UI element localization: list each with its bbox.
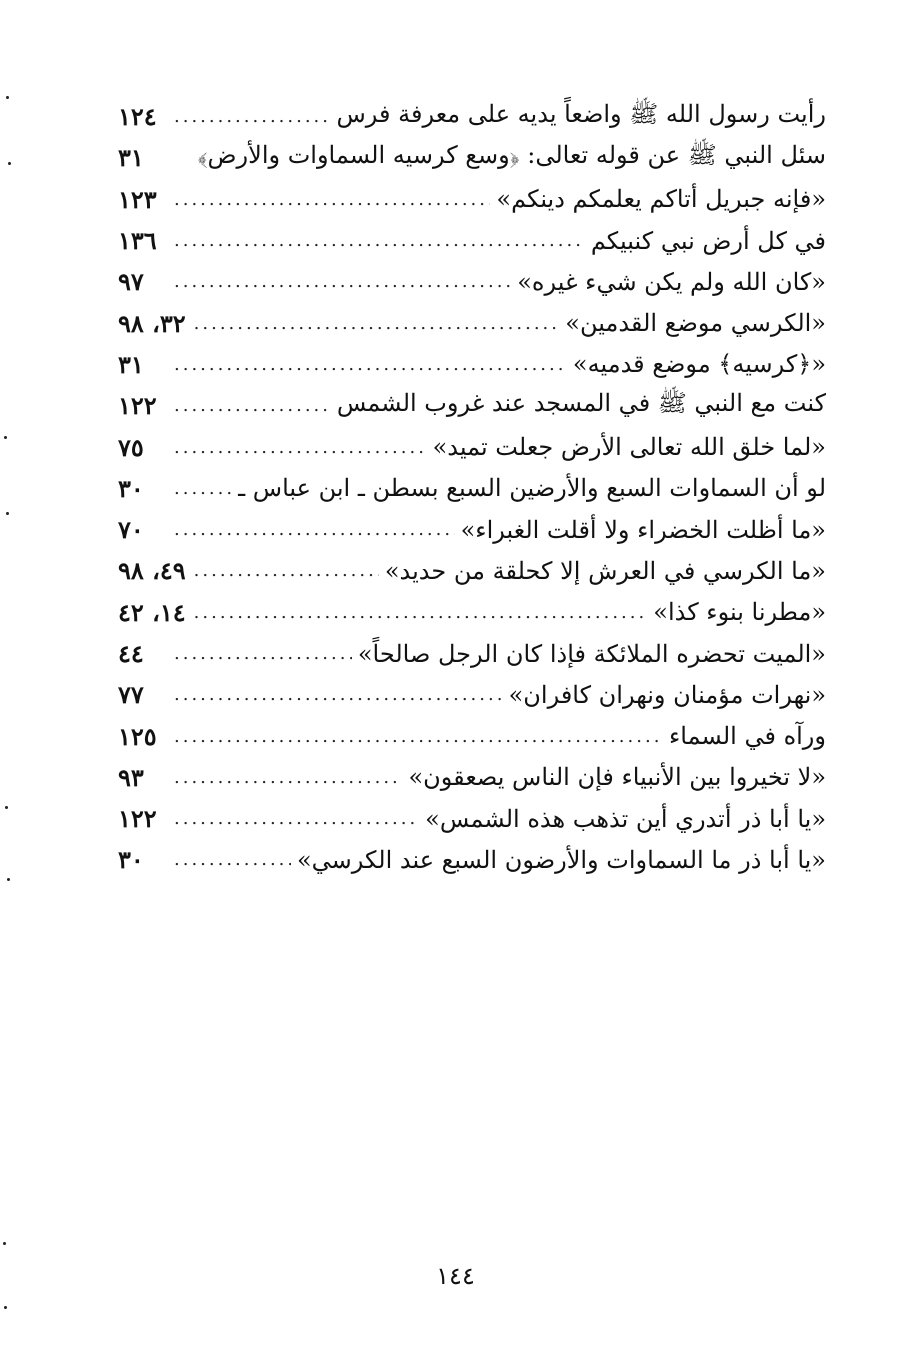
hadith-index-list <box>118 96 826 881</box>
entry-page-refs: ٣٠ <box>118 473 144 503</box>
entry-page-refs: ٧٥ <box>118 432 144 462</box>
entry-page-refs: ٩٧ <box>118 267 144 297</box>
index-entry <box>118 344 826 385</box>
entry-text: «فإنه جبريل أتاكم يعلمكم دينكم» <box>496 185 826 214</box>
scan-speck <box>3 1242 6 1245</box>
entry-page-refs: ١٤، ٤٢ <box>118 597 186 627</box>
leader-dots <box>174 519 455 540</box>
index-entry <box>118 550 826 591</box>
entry-page-refs: ١٢٢ <box>118 391 157 421</box>
scan-speck <box>4 1306 7 1309</box>
entry-text: «مطرنا بنوء كذا» <box>653 598 826 627</box>
index-entry <box>118 715 826 756</box>
scan-speck <box>6 96 9 99</box>
entry-page-refs: ٧٧ <box>118 680 144 710</box>
leader-dots <box>194 602 648 623</box>
entry-page-refs: ٤٤ <box>118 639 144 668</box>
index-entry <box>118 220 826 261</box>
index-entry <box>118 261 826 302</box>
leader-dots <box>174 726 663 747</box>
index-entry <box>118 633 826 674</box>
entry-text: رأيت رسول الله ﷺ واضعاً يديه على معرفة فرس <box>336 100 826 129</box>
entry-text: «يا أبا ذر ما السماوات والأرضون السبع عند الكرسي» <box>296 845 826 874</box>
leader-dots <box>174 230 585 251</box>
entry-text: «ما أظلت الخضراء ولا أقلت الغبراء» <box>460 515 826 544</box>
entry-text: «﴿كرسيه﴾ موضع قدميه» <box>572 350 826 379</box>
entry-text: «نهرات مؤمنان ونهران كافران» <box>508 680 826 709</box>
index-entry <box>118 385 826 426</box>
leader-dots <box>194 560 379 581</box>
leader-dots <box>174 189 490 210</box>
index-entry <box>118 468 826 509</box>
index-entry <box>118 426 826 467</box>
entry-text: «يا أبا ذر أتدري أين تذهب هذه الشمس» <box>425 804 826 833</box>
leader-dots <box>174 437 427 458</box>
entry-text: «الميت تحضره الملائكة فإذا كان الرجل صالحاً» <box>357 639 826 668</box>
entry-text: «ما الكرسي في العرش إلا كحلقة من حديد» <box>384 556 826 585</box>
index-entry <box>118 757 826 798</box>
leader-dots <box>174 395 331 416</box>
index-entry <box>118 509 826 550</box>
entry-text: في كل أرض نبي كنبيكم <box>590 226 826 255</box>
leader-dots <box>174 849 291 870</box>
index-entry <box>118 179 826 220</box>
entry-text: «لما خلق الله تعالى الأرض جعلت تميد» <box>432 433 826 462</box>
entry-page-refs: ١٣٦ <box>118 226 157 256</box>
scan-speck <box>5 806 8 809</box>
index-entry <box>118 137 826 178</box>
leader-dots <box>174 354 567 375</box>
scan-speck <box>7 878 10 881</box>
leader-dots <box>174 478 232 499</box>
entry-page-refs: ٣٠ <box>118 845 144 875</box>
entry-page-refs: ٩٣ <box>118 762 144 792</box>
index-entry <box>118 592 826 633</box>
entry-page-refs: ١٢٣ <box>118 184 157 214</box>
leader-dots <box>174 643 352 664</box>
leader-dots <box>174 808 419 829</box>
index-entry <box>118 302 826 343</box>
leader-dots <box>174 271 511 292</box>
entry-page-refs: ٣١ <box>118 143 144 173</box>
index-entry <box>118 839 826 880</box>
entry-text: سئل النبي ﷺ عن قوله تعالى: ﴿وسع كرسيه السماوات والأرض﴾ <box>197 141 826 170</box>
entry-page-refs: ١٢٥ <box>118 721 157 751</box>
index-entry <box>118 798 826 839</box>
page-number: ١٤٤ <box>436 1262 475 1290</box>
scan-speck <box>8 162 11 165</box>
entry-page-refs: ٣١ <box>118 349 144 379</box>
entry-page-refs: ٣٢، ٩٨ <box>118 308 186 338</box>
entry-page-refs: ٧٠ <box>118 515 144 545</box>
entry-text: كنت مع النبي ﷺ في المسجد عند غروب الشمس <box>336 389 826 418</box>
entry-text: «كان الله ولم يكن شيء غيره» <box>517 267 826 296</box>
scan-speck <box>6 512 9 515</box>
leader-dots <box>194 313 560 334</box>
entry-text: ورآه في السماء <box>668 722 826 751</box>
leader-dots <box>174 767 402 788</box>
scan-speck <box>4 436 7 439</box>
index-entry <box>118 674 826 715</box>
entry-text: لو أن السماوات السبع والأرضين السبع بسطن ـ ابن عباس ـ <box>238 474 826 503</box>
index-entry <box>118 96 826 137</box>
entry-text: «الكرسي موضع القدمين» <box>565 309 826 338</box>
leader-dots <box>174 106 330 127</box>
entry-page-refs: ١٢٢ <box>118 804 157 834</box>
entry-page-refs: ١٢٤ <box>118 102 157 132</box>
entry-page-refs: ٤٩، ٩٨ <box>118 556 186 586</box>
entry-text: «لا تخيروا بين الأنبياء فإن الناس يصعقون» <box>408 763 826 792</box>
leader-dots <box>174 684 503 705</box>
